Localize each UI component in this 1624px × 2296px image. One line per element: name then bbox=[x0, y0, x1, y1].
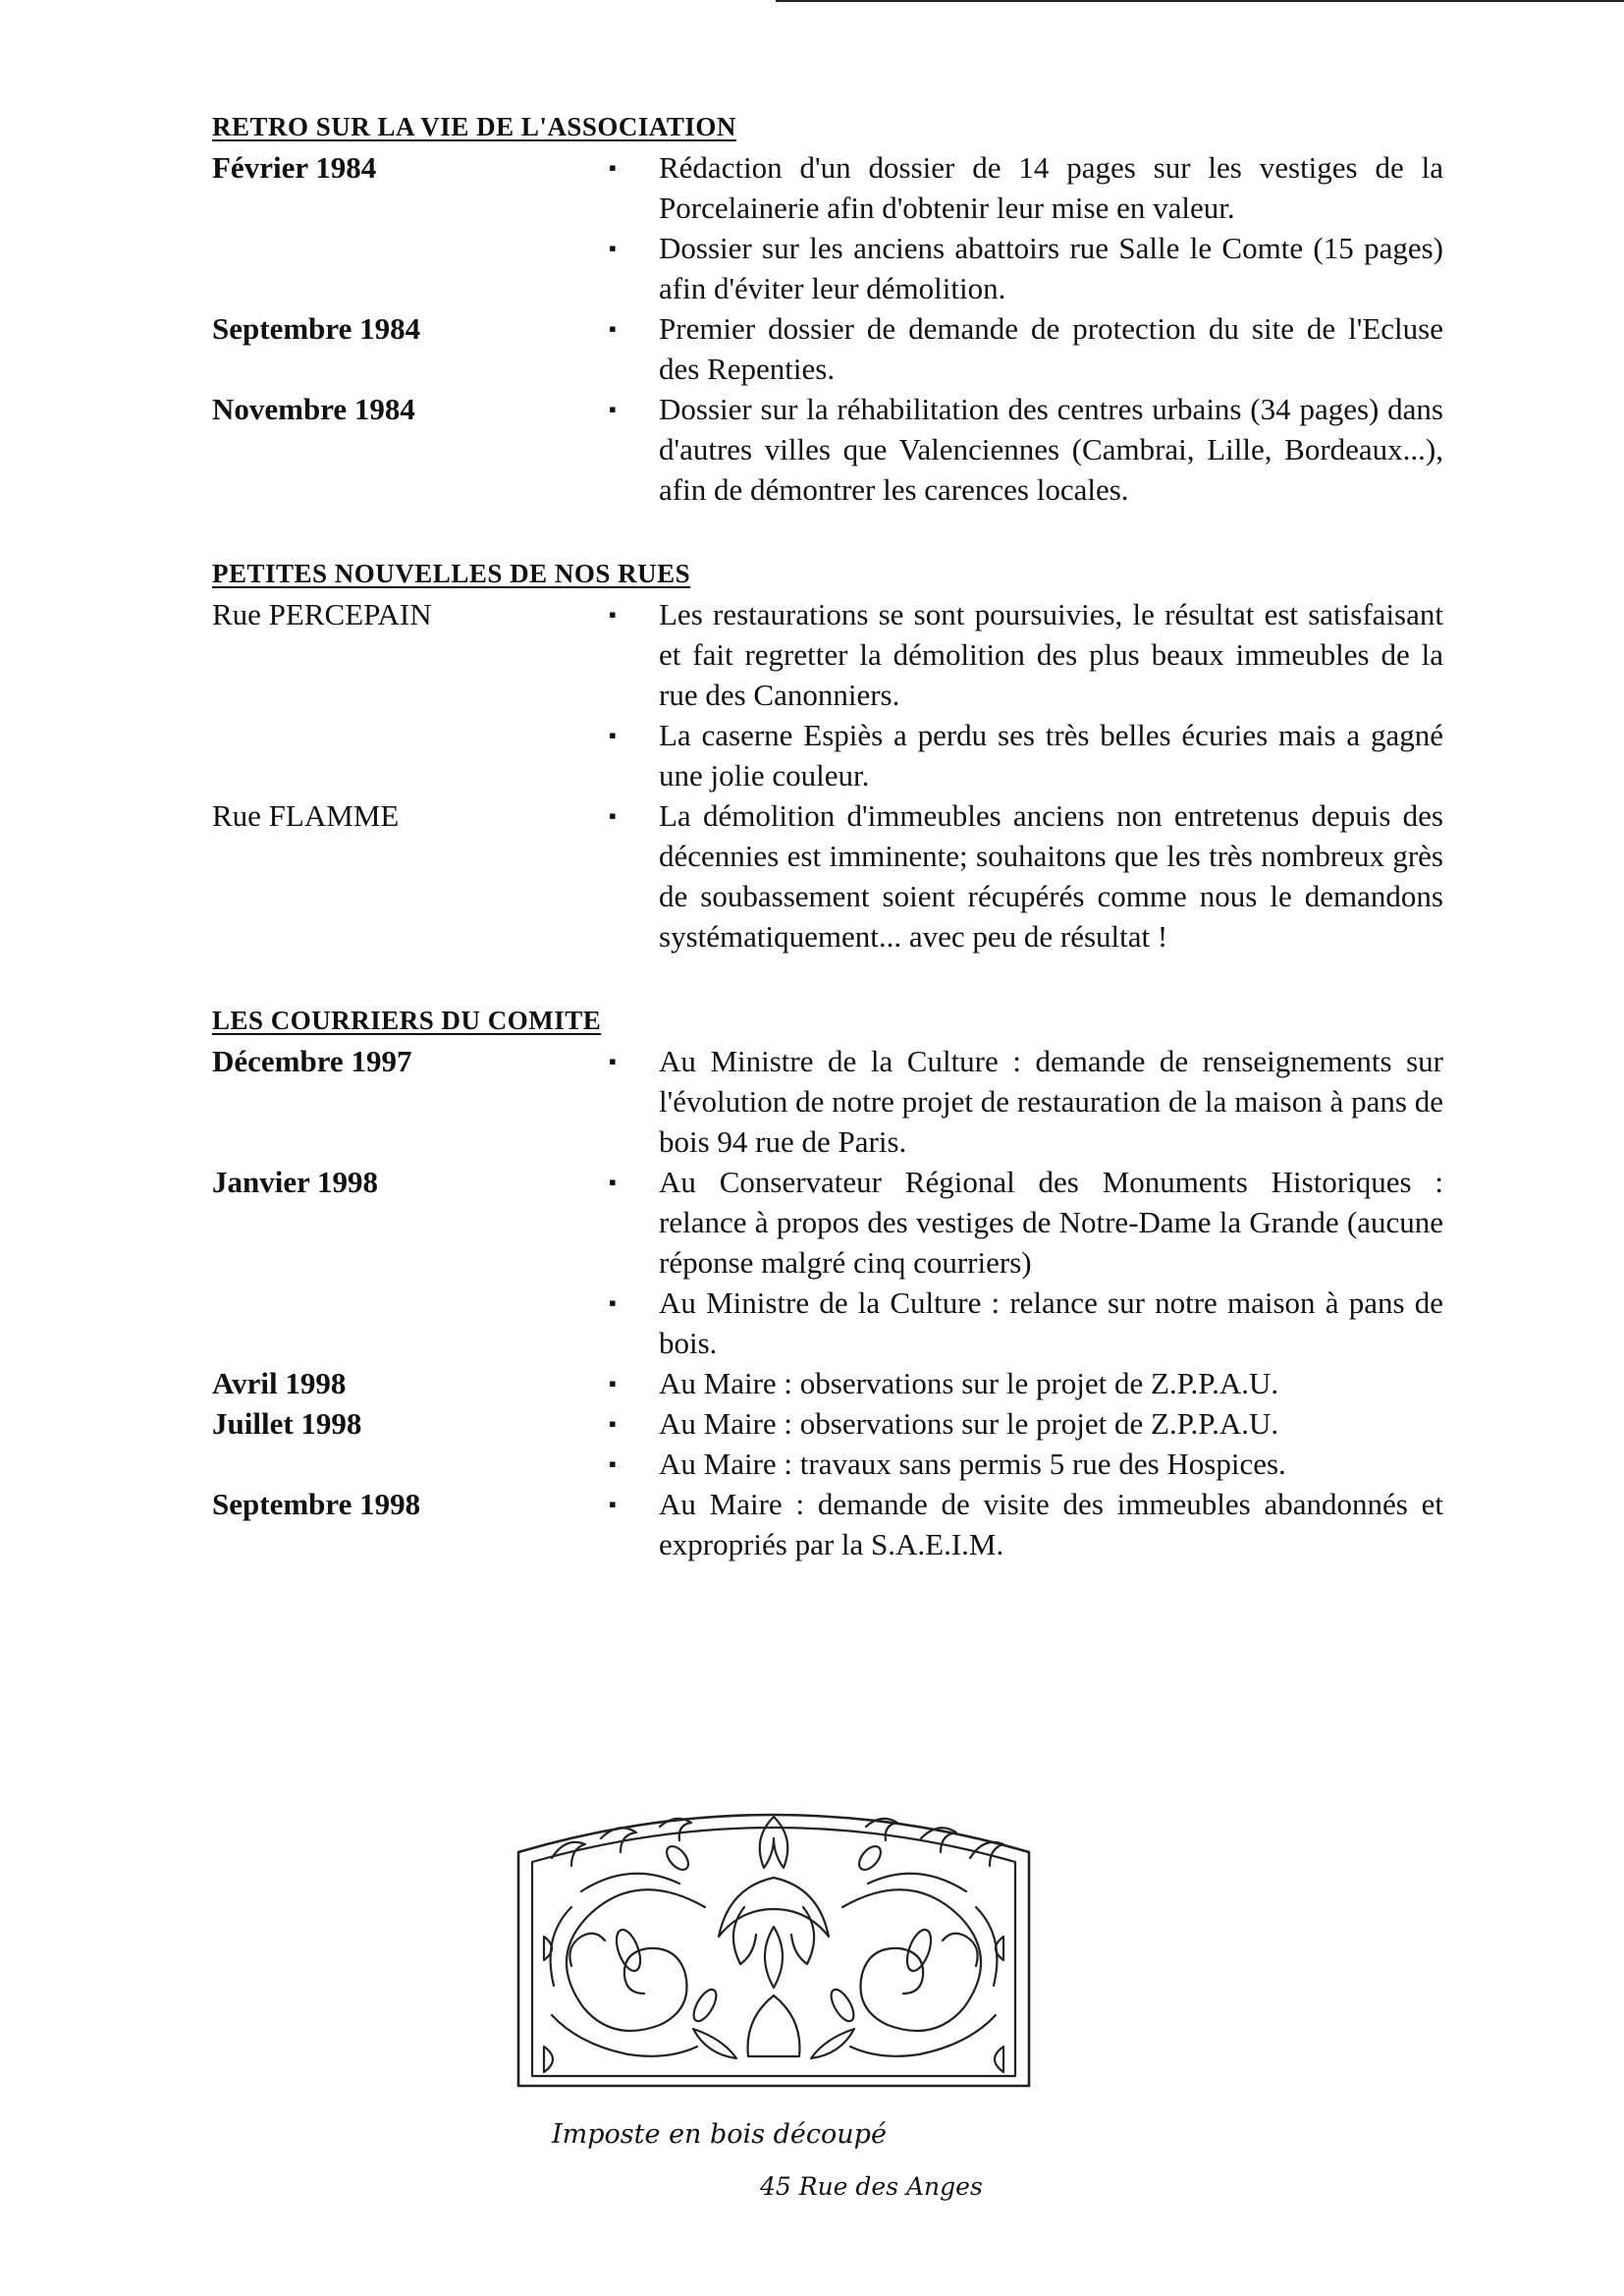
section-title: PETITES NOUVELLES DE NOS RUES bbox=[212, 559, 691, 588]
bullet-icon: ▪ bbox=[609, 1411, 617, 1436]
item-text: Dossier sur les anciens abattoirs rue Salle le Comte (15 pages) afin d'éviter leur démolition. bbox=[659, 231, 1443, 305]
illustration-address: 45 Rue des Anges bbox=[760, 2172, 983, 2201]
bullet-icon: ▪ bbox=[609, 1170, 617, 1194]
list-item bbox=[609, 228, 1443, 308]
bullet-icon: ▪ bbox=[609, 397, 617, 421]
item-text: Premier dossier de demande de protection du site de l'Ecluse des Repenties. bbox=[659, 311, 1443, 386]
entry-row bbox=[212, 147, 1443, 308]
item-text: Dossier sur la réhabilitation des centres urbains (34 pages) dans d'autres villes que Valenciennes (Cambrai, Lille, Bordeaux...), afin de démontrer les carences locales. bbox=[659, 392, 1443, 507]
item-text: Au Maire : demande de visite des immeubles abandonnés et expropriés par la S.A.E.I.M. bbox=[659, 1487, 1443, 1561]
section-courriers bbox=[212, 1004, 1443, 1564]
item-text: Rédaction d'un dossier de 14 pages sur les vestiges de la Porcelainerie afin d'obtenir leur mise en valeur. bbox=[659, 150, 1443, 225]
item-text: Les restaurations se sont poursuivies, le résultat est satisfaisant et fait regretter la démolition des plus beaux immeubles de la rue des Canonniers. bbox=[659, 597, 1443, 712]
bullet-icon: ▪ bbox=[609, 1371, 617, 1395]
bullet-icon: ▪ bbox=[609, 316, 617, 341]
entry-date: Décembre 1997 bbox=[212, 1044, 412, 1078]
list-item bbox=[609, 795, 1443, 957]
section-nouvelles bbox=[212, 557, 1443, 957]
entry-row bbox=[212, 594, 1443, 795]
item-text: Au Ministre de la Culture : demande de renseignements sur l'évolution de notre projet de restauration de la maison à pans de bois 94 rue de Paris. bbox=[659, 1044, 1443, 1159]
list-item bbox=[609, 1283, 1443, 1363]
bullet-icon: ▪ bbox=[609, 1492, 617, 1516]
entry-date: Janvier 1998 bbox=[212, 1165, 379, 1199]
list-item bbox=[609, 389, 1443, 510]
bullet-icon: ▪ bbox=[609, 1451, 617, 1476]
item-text: Au Conservateur Régional des Monuments Historiques : relance à propos des vestiges de Notre-Dame la Grande (aucune réponse malgré cinq courriers) bbox=[659, 1165, 1443, 1280]
list-item bbox=[609, 715, 1443, 795]
item-text: Au Maire : observations sur le projet de Z.P.P.A.U. bbox=[659, 1366, 1279, 1400]
list-item bbox=[609, 1363, 1443, 1403]
entry-row bbox=[212, 389, 1443, 510]
list-item bbox=[609, 1162, 1443, 1283]
section-retro bbox=[212, 110, 1443, 510]
item-text: Au Ministre de la Culture : relance sur notre maison à pans de bois. bbox=[659, 1285, 1443, 1360]
carved-transom-illustration bbox=[513, 1789, 1035, 2090]
entry-row bbox=[212, 1363, 1443, 1403]
bullet-icon: ▪ bbox=[609, 602, 617, 627]
bullet-icon: ▪ bbox=[609, 236, 617, 260]
entry-row bbox=[212, 1403, 1443, 1484]
section-title: RETRO SUR LA VIE DE L'ASSOCIATION bbox=[212, 112, 736, 141]
list-item bbox=[609, 308, 1443, 389]
list-item bbox=[609, 147, 1443, 228]
document-body bbox=[212, 110, 1443, 1612]
street-name: Rue FLAMME bbox=[212, 798, 400, 833]
bullet-icon: ▪ bbox=[609, 723, 617, 747]
entry-date: Février 1984 bbox=[212, 150, 377, 185]
list-item bbox=[609, 1484, 1443, 1564]
bullet-icon: ▪ bbox=[609, 1049, 617, 1073]
entry-row bbox=[212, 1041, 1443, 1162]
entry-row bbox=[212, 1162, 1443, 1363]
entry-row bbox=[212, 1484, 1443, 1564]
list-item bbox=[609, 1041, 1443, 1162]
entry-row bbox=[212, 308, 1443, 389]
list-item bbox=[609, 1403, 1443, 1444]
item-text: La démolition d'immeubles anciens non entretenus depuis des décennies est imminente; souhaitons que les très nombreux grès de soubassement soient récupérés comme nous le demandons systématiquement... avec peu de résultat ! bbox=[659, 798, 1443, 954]
entry-row bbox=[212, 795, 1443, 957]
top-rule bbox=[776, 0, 1624, 2]
list-item bbox=[609, 1444, 1443, 1484]
entry-date: Avril 1998 bbox=[212, 1366, 347, 1400]
illustration-caption: Imposte en bois découpé bbox=[552, 2119, 887, 2150]
bullet-icon: ▪ bbox=[609, 1290, 617, 1315]
section-title: LES COURRIERS DU COMITE bbox=[212, 1006, 602, 1035]
item-text: Au Maire : travaux sans permis 5 rue des Hospices. bbox=[659, 1447, 1286, 1481]
item-text: La caserne Espiès a perdu ses très belles écuries mais a gagné une jolie couleur. bbox=[659, 718, 1443, 793]
entry-date: Juillet 1998 bbox=[212, 1406, 362, 1441]
list-item bbox=[609, 594, 1443, 715]
bullet-icon: ▪ bbox=[609, 803, 617, 828]
item-text: Au Maire : observations sur le projet de Z.P.P.A.U. bbox=[659, 1406, 1279, 1441]
entry-date: Septembre 1998 bbox=[212, 1487, 421, 1521]
bullet-icon: ▪ bbox=[609, 155, 617, 180]
entry-date: Septembre 1984 bbox=[212, 311, 421, 346]
entry-date: Novembre 1984 bbox=[212, 392, 415, 426]
street-name: Rue PERCEPAIN bbox=[212, 597, 432, 631]
